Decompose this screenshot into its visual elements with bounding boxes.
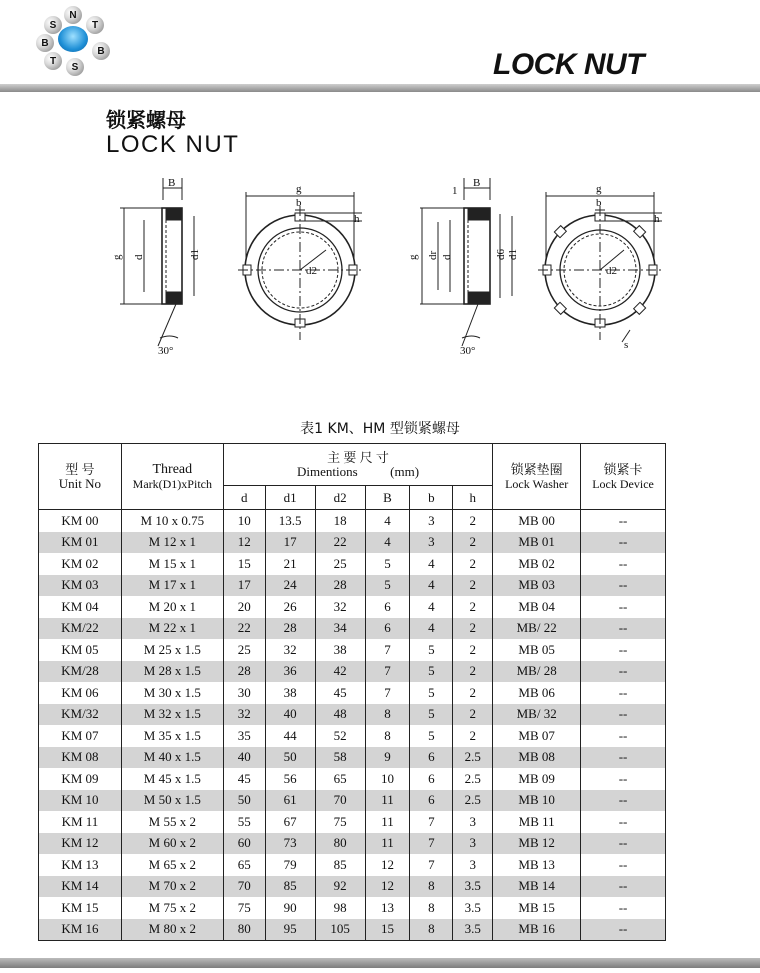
cell-d2: 80 (315, 833, 365, 855)
label-d: d (133, 254, 145, 260)
cell-h: 3 (453, 854, 493, 876)
cell-d1: 36 (265, 661, 315, 683)
cell-d2: 22 (315, 532, 365, 554)
label-d6: d6 (495, 249, 507, 260)
cell-d1: 26 (265, 596, 315, 618)
cell-lock-washer: MB 06 (493, 682, 581, 704)
label-s: s (624, 339, 629, 351)
cell-lock-washer: MB 09 (493, 768, 581, 790)
hm-side-view (407, 177, 519, 357)
header-dimensions (223, 444, 492, 486)
cell-d2: 48 (315, 704, 365, 726)
cell-unit-no: KM 06 (39, 682, 122, 704)
label-d2: d2 (606, 265, 617, 277)
cell-unit-no: KM 02 (39, 553, 122, 575)
cell-h: 2 (453, 725, 493, 747)
cell-lock-device: -- (581, 876, 666, 898)
cell-lock-device: -- (581, 510, 666, 532)
cell-B: 12 (365, 854, 410, 876)
cell-unit-no: KM/22 (39, 618, 122, 640)
logo-ball: T (86, 16, 104, 34)
label-d2: d2 (306, 265, 317, 277)
cell-B: 4 (365, 532, 410, 554)
cell-b: 5 (410, 682, 453, 704)
cell-h: 2 (453, 639, 493, 661)
cell-b: 6 (410, 790, 453, 812)
cell-lock-washer: MB 12 (493, 833, 581, 855)
cell-lock-device: -- (581, 618, 666, 640)
cell-b: 3 (410, 532, 453, 554)
cell-d1: 17 (265, 532, 315, 554)
cell-b: 5 (410, 639, 453, 661)
cell-unit-no: KM 11 (39, 811, 122, 833)
header-washer-en: Lock Washer (505, 476, 569, 491)
lock-nut-spec-table (38, 443, 666, 941)
label-h: h (654, 213, 660, 225)
header-dims-en: Dimentions (296, 463, 358, 479)
cell-d2: 42 (315, 661, 365, 683)
cell-d2: 70 (315, 790, 365, 812)
cell-h: 2.5 (453, 747, 493, 769)
cell-d1: 32 (265, 639, 315, 661)
table-row (39, 897, 666, 919)
cell-thread: M 17 x 1 (121, 575, 223, 597)
cell-b: 6 (410, 747, 453, 769)
cell-thread: M 20 x 1 (121, 596, 223, 618)
table-row (39, 704, 666, 726)
cell-b: 4 (410, 553, 453, 575)
cell-d2: 58 (315, 747, 365, 769)
cell-lock-washer: MB 15 (493, 897, 581, 919)
label-angle: 30° (460, 345, 476, 357)
km-front-view (238, 183, 362, 340)
table-row (39, 919, 666, 941)
cell-thread: M 15 x 1 (121, 553, 223, 575)
cell-b: 7 (410, 833, 453, 855)
cell-B: 11 (365, 811, 410, 833)
header-col-d2: d2 (315, 486, 365, 510)
cell-b: 3 (410, 510, 453, 532)
header-col-b: b (410, 486, 453, 510)
cell-d1: 61 (265, 790, 315, 812)
cell-h: 3.5 (453, 876, 493, 898)
cell-B: 7 (365, 682, 410, 704)
cell-lock-device: -- (581, 897, 666, 919)
cell-d2: 92 (315, 876, 365, 898)
cell-d1: 73 (265, 833, 315, 855)
logo-ball: B (36, 34, 54, 52)
cell-lock-washer: MB/ 28 (493, 661, 581, 683)
cell-d: 17 (223, 575, 265, 597)
cell-unit-no: KM 09 (39, 768, 122, 790)
header-unit-no (39, 444, 122, 510)
logo-ball: S (66, 58, 84, 76)
label-g: g (111, 254, 123, 260)
cell-lock-device: -- (581, 833, 666, 855)
table-row (39, 553, 666, 575)
logo-ball: S (44, 16, 62, 34)
cell-unit-no: KM 04 (39, 596, 122, 618)
table-row (39, 811, 666, 833)
cell-B: 11 (365, 790, 410, 812)
cell-h: 2 (453, 596, 493, 618)
cell-lock-device: -- (581, 661, 666, 683)
cell-B: 8 (365, 725, 410, 747)
cell-B: 10 (365, 768, 410, 790)
label-d: d (441, 254, 453, 260)
label-b: b (596, 197, 602, 209)
header-dims-en-row (224, 465, 492, 479)
header-washer-cn: 锁紧垫圈 (510, 461, 563, 477)
cell-d: 35 (223, 725, 265, 747)
label-B: B (473, 177, 481, 189)
table-row (39, 661, 666, 683)
cell-d2: 34 (315, 618, 365, 640)
cell-unit-no: KM 14 (39, 876, 122, 898)
cell-thread: M 75 x 2 (121, 897, 223, 919)
header-unit-en: Unit No (58, 475, 102, 491)
cell-d2: 98 (315, 897, 365, 919)
cell-lock-device: -- (581, 704, 666, 726)
cell-unit-no: KM 03 (39, 575, 122, 597)
cell-d1: 28 (265, 618, 315, 640)
cell-thread: M 32 x 1.5 (121, 704, 223, 726)
logo-ball: T (44, 52, 62, 70)
cell-d1: 50 (265, 747, 315, 769)
cell-unit-no: KM 01 (39, 532, 122, 554)
cell-unit-no: KM 12 (39, 833, 122, 855)
cell-d2: 38 (315, 639, 365, 661)
cell-unit-no: KM 16 (39, 919, 122, 941)
header-thread-l1: Thread (152, 461, 193, 477)
cell-d1: 95 (265, 919, 315, 941)
cell-lock-washer: MB 03 (493, 575, 581, 597)
label-1: 1 (452, 185, 458, 197)
cell-B: 11 (365, 833, 410, 855)
cell-d: 60 (223, 833, 265, 855)
header-col-d1: d1 (265, 486, 315, 510)
cell-d: 65 (223, 854, 265, 876)
cell-thread: M 80 x 2 (121, 919, 223, 941)
cell-lock-washer: MB/ 32 (493, 704, 581, 726)
cell-B: 13 (365, 897, 410, 919)
cell-B: 9 (365, 747, 410, 769)
cell-d1: 40 (265, 704, 315, 726)
header-thread-l2: Mark(D1)xPitch (132, 476, 212, 491)
cell-lock-washer: MB 01 (493, 532, 581, 554)
footer-divider (0, 958, 760, 968)
label-d1: d1 (507, 249, 519, 260)
km-side-view (111, 177, 201, 357)
cell-B: 4 (365, 510, 410, 532)
cell-unit-no: KM 15 (39, 897, 122, 919)
cell-h: 2 (453, 682, 493, 704)
cell-thread: M 50 x 1.5 (121, 790, 223, 812)
cell-b: 7 (410, 811, 453, 833)
cell-d1: 24 (265, 575, 315, 597)
cell-lock-washer: MB/ 22 (493, 618, 581, 640)
cell-unit-no: KM 07 (39, 725, 122, 747)
cell-d: 40 (223, 747, 265, 769)
cell-d1: 85 (265, 876, 315, 898)
cell-d1: 90 (265, 897, 315, 919)
header-lock-device (581, 444, 666, 510)
cell-d: 28 (223, 661, 265, 683)
cell-d: 22 (223, 618, 265, 640)
cell-unit-no: KM 13 (39, 854, 122, 876)
cell-B: 7 (365, 639, 410, 661)
cell-h: 2 (453, 704, 493, 726)
cell-thread: M 45 x 1.5 (121, 768, 223, 790)
cell-d: 55 (223, 811, 265, 833)
cell-unit-no: KM 08 (39, 747, 122, 769)
cell-lock-washer: MB 08 (493, 747, 581, 769)
header-device-cn: 锁紧卡 (603, 461, 643, 477)
label-g: g (296, 183, 302, 195)
table-row (39, 596, 666, 618)
spec-table-body (39, 510, 666, 941)
header-dims-unit: (mm) (390, 463, 420, 479)
header-dims-cn: 主 要 尺 寸 (327, 449, 389, 465)
cell-b: 8 (410, 876, 453, 898)
table-row (39, 725, 666, 747)
cell-d1: 13.5 (265, 510, 315, 532)
cell-lock-washer: MB 00 (493, 510, 581, 532)
cell-thread: M 55 x 2 (121, 811, 223, 833)
cell-B: 6 (365, 596, 410, 618)
table-caption: 表1 KM、HM 型锁紧螺母 (300, 421, 460, 437)
logo-center-nut-icon (58, 26, 88, 52)
header-thread (121, 444, 223, 510)
cell-b: 5 (410, 661, 453, 683)
cell-lock-device: -- (581, 811, 666, 833)
label-g: g (407, 254, 419, 260)
cell-lock-device: -- (581, 575, 666, 597)
cell-thread: M 28 x 1.5 (121, 661, 223, 683)
cell-h: 2 (453, 661, 493, 683)
cell-d2: 105 (315, 919, 365, 941)
cell-lock-device: -- (581, 682, 666, 704)
cell-d1: 38 (265, 682, 315, 704)
cell-B: 15 (365, 919, 410, 941)
cell-d: 15 (223, 553, 265, 575)
cell-b: 8 (410, 919, 453, 941)
cell-lock-washer: MB 13 (493, 854, 581, 876)
cell-lock-washer: MB 11 (493, 811, 581, 833)
label-angle: 30° (158, 345, 174, 357)
table-row (39, 639, 666, 661)
cell-d1: 79 (265, 854, 315, 876)
cell-d2: 65 (315, 768, 365, 790)
cell-lock-device: -- (581, 768, 666, 790)
cell-d2: 85 (315, 854, 365, 876)
cell-d2: 45 (315, 682, 365, 704)
label-B: B (168, 177, 176, 189)
cell-h: 3.5 (453, 897, 493, 919)
cell-d: 30 (223, 682, 265, 704)
cell-unit-no: KM/32 (39, 704, 122, 726)
cell-b: 5 (410, 725, 453, 747)
table-row (39, 768, 666, 790)
cell-lock-washer: MB 04 (493, 596, 581, 618)
cell-b: 7 (410, 854, 453, 876)
cell-d: 20 (223, 596, 265, 618)
cell-d: 10 (223, 510, 265, 532)
cell-h: 2 (453, 575, 493, 597)
cell-lock-washer: MB 02 (493, 553, 581, 575)
table-row (39, 854, 666, 876)
cell-lock-washer: MB 14 (493, 876, 581, 898)
cell-thread: M 35 x 1.5 (121, 725, 223, 747)
table-row (39, 618, 666, 640)
table-row (39, 833, 666, 855)
cell-lock-washer: MB 05 (493, 639, 581, 661)
cell-B: 5 (365, 553, 410, 575)
cell-lock-washer: MB 10 (493, 790, 581, 812)
cell-unit-no: KM 00 (39, 510, 122, 532)
cell-unit-no: KM 05 (39, 639, 122, 661)
cell-b: 8 (410, 897, 453, 919)
cell-lock-device: -- (581, 639, 666, 661)
cell-lock-device: -- (581, 596, 666, 618)
cell-lock-device: -- (581, 725, 666, 747)
cell-d1: 21 (265, 553, 315, 575)
cell-h: 3 (453, 833, 493, 855)
cell-d2: 52 (315, 725, 365, 747)
label-b: b (296, 197, 302, 209)
cell-B: 7 (365, 661, 410, 683)
cell-lock-device: -- (581, 747, 666, 769)
cell-thread: M 25 x 1.5 (121, 639, 223, 661)
cell-thread: M 12 x 1 (121, 532, 223, 554)
table-row (39, 510, 666, 532)
label-d1: d1 (189, 249, 201, 260)
cell-d: 25 (223, 639, 265, 661)
page-title-cn: 锁紧螺母 (106, 108, 186, 132)
cell-d2: 32 (315, 596, 365, 618)
header-col-B: B (365, 486, 410, 510)
label-dr: dr (427, 250, 439, 260)
cell-lock-device: -- (581, 919, 666, 941)
cell-d2: 75 (315, 811, 365, 833)
cell-thread: M 40 x 1.5 (121, 747, 223, 769)
cell-d: 70 (223, 876, 265, 898)
cell-d1: 56 (265, 768, 315, 790)
cell-d: 45 (223, 768, 265, 790)
cell-B: 5 (365, 575, 410, 597)
cell-b: 4 (410, 596, 453, 618)
cell-b: 4 (410, 575, 453, 597)
cell-B: 6 (365, 618, 410, 640)
cell-thread: M 10 x 0.75 (121, 510, 223, 532)
cell-thread: M 60 x 2 (121, 833, 223, 855)
cell-b: 4 (410, 618, 453, 640)
table-row (39, 575, 666, 597)
table-row (39, 682, 666, 704)
cell-B: 8 (365, 704, 410, 726)
cell-unit-no: KM/28 (39, 661, 122, 683)
header-col-h: h (453, 486, 493, 510)
cell-d1: 67 (265, 811, 315, 833)
header-title: LOCK NUT (493, 48, 644, 81)
header-col-d: d (223, 486, 265, 510)
header-unit-cn: 型 号 (65, 461, 95, 477)
cell-h: 2 (453, 553, 493, 575)
table-row (39, 876, 666, 898)
cell-d: 80 (223, 919, 265, 941)
header-divider (0, 84, 760, 92)
cell-thread: M 30 x 1.5 (121, 682, 223, 704)
cell-d1: 44 (265, 725, 315, 747)
cell-h: 2 (453, 532, 493, 554)
label-g: g (596, 183, 602, 195)
cell-thread: M 65 x 2 (121, 854, 223, 876)
cell-b: 5 (410, 704, 453, 726)
cell-lock-device: -- (581, 553, 666, 575)
cell-d: 75 (223, 897, 265, 919)
cell-unit-no: KM 10 (39, 790, 122, 812)
cell-h: 2 (453, 618, 493, 640)
cell-thread: M 22 x 1 (121, 618, 223, 640)
header-device-en: Lock Device (592, 476, 654, 491)
cell-lock-device: -- (581, 790, 666, 812)
cell-h: 2.5 (453, 768, 493, 790)
lock-nut-technical-drawing (100, 170, 700, 360)
cell-h: 3 (453, 811, 493, 833)
brand-logo (36, 6, 110, 76)
table-row (39, 747, 666, 769)
cell-lock-device: -- (581, 532, 666, 554)
cell-d: 32 (223, 704, 265, 726)
cell-d: 12 (223, 532, 265, 554)
cell-thread: M 70 x 2 (121, 876, 223, 898)
logo-ball: B (92, 42, 110, 60)
label-h: h (354, 213, 360, 225)
cell-b: 6 (410, 768, 453, 790)
cell-d: 50 (223, 790, 265, 812)
cell-lock-washer: MB 16 (493, 919, 581, 941)
page-title-en: LOCK NUT (106, 131, 240, 158)
cell-h: 2 (453, 510, 493, 532)
logo-ball: N (64, 6, 82, 24)
cell-h: 2.5 (453, 790, 493, 812)
cell-lock-washer: MB 07 (493, 725, 581, 747)
table-row (39, 790, 666, 812)
cell-d2: 28 (315, 575, 365, 597)
cell-B: 12 (365, 876, 410, 898)
cell-d2: 25 (315, 553, 365, 575)
cell-h: 3.5 (453, 919, 493, 941)
table-row (39, 532, 666, 554)
header-lock-washer (493, 444, 581, 510)
cell-d2: 18 (315, 510, 365, 532)
cell-lock-device: -- (581, 854, 666, 876)
hm-front-view (538, 183, 662, 351)
